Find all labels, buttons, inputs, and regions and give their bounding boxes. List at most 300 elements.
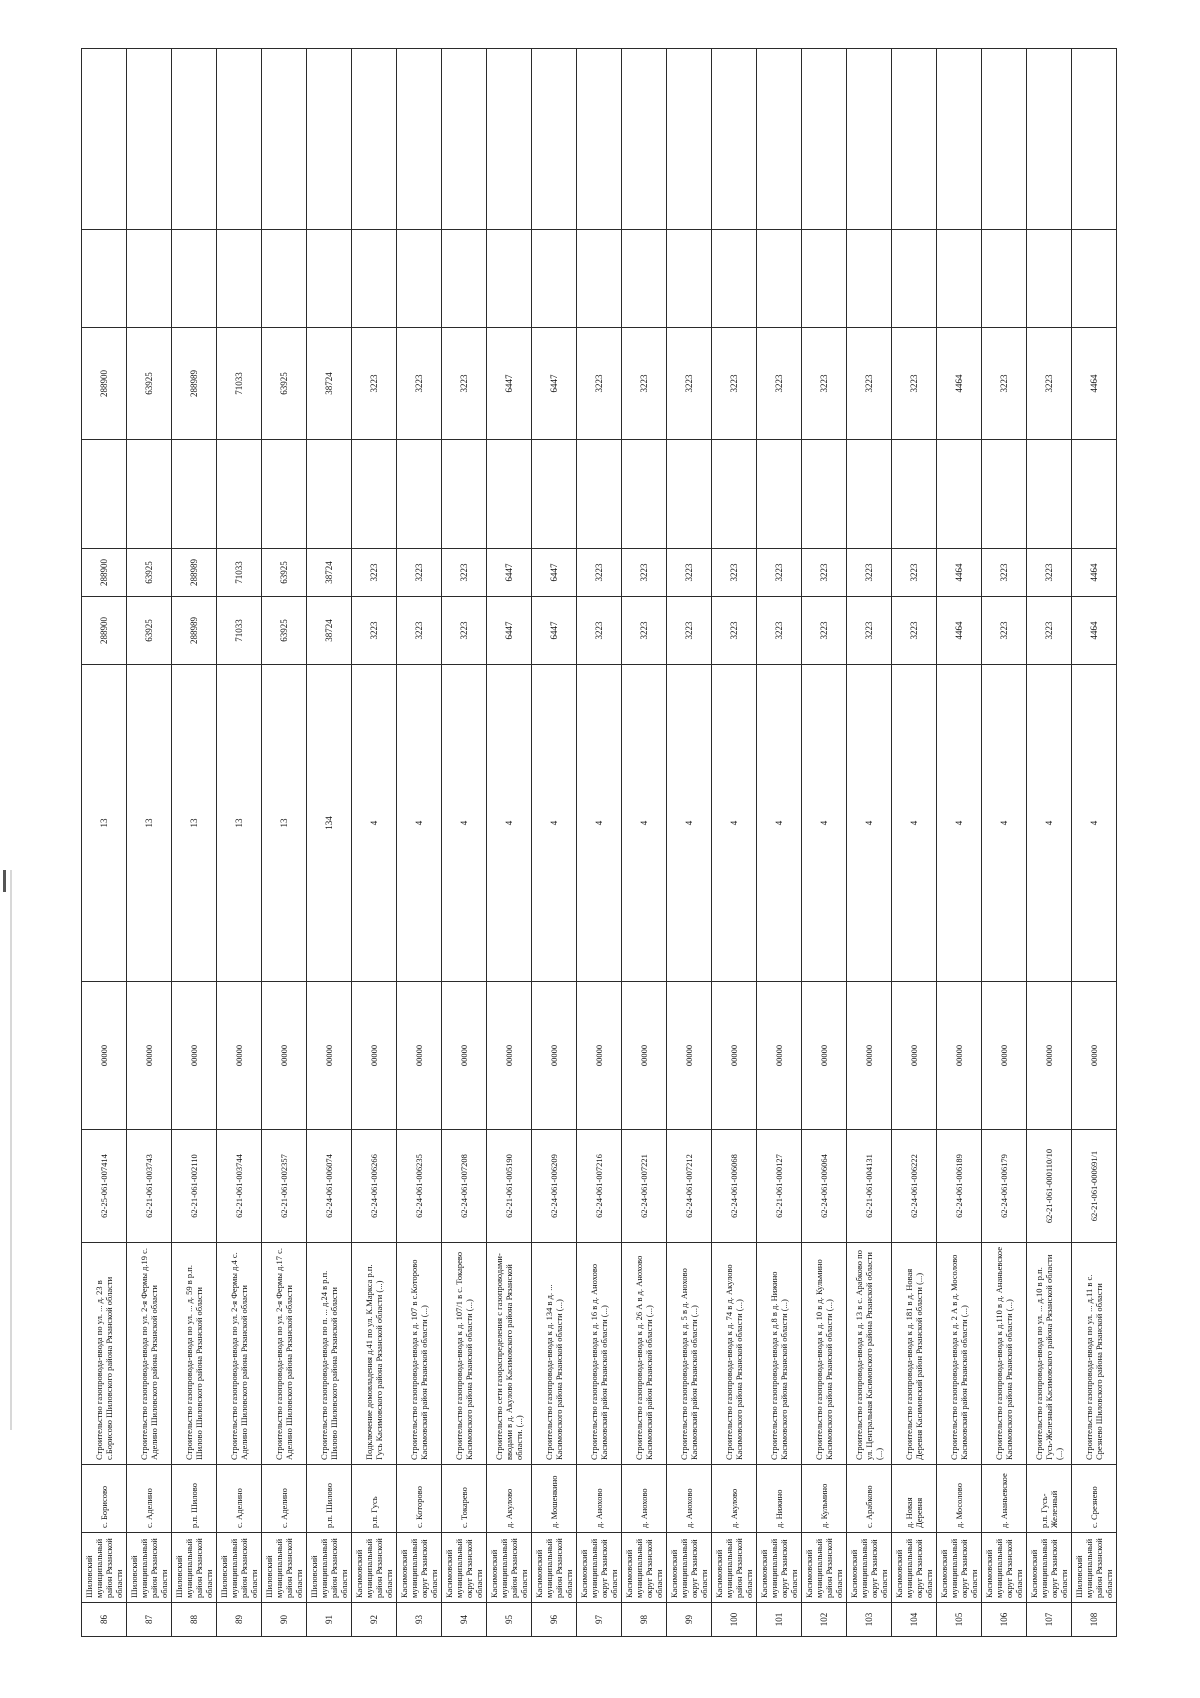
cell-cadastral-number: 62-24-061-007216 [577,1130,622,1243]
cell-value-1: 3223 [847,597,892,665]
cell-cadastral-number: 62-21-061-005190 [487,1130,532,1243]
cell-empty-1 [667,230,712,328]
cell-empty-1 [622,230,667,328]
cell-value-2: 4464 [1072,549,1117,597]
cell-number: 104 [892,1603,937,1637]
cell-object-description: Строительство газопровода-ввода по п. ... д.24 в р.п. Шилово Шиловского района Рязанской области [307,1243,352,1465]
cell-code: 00000 [802,982,847,1130]
table-row [1072,49,1117,1637]
cell-cadastral-number: 62-21-061-000110/10 [1027,1130,1072,1243]
cell-value-1: 3223 [442,597,487,665]
cell-value-2: 63925 [262,549,307,597]
cell-empty-2 [892,49,937,230]
table-row [217,49,262,1637]
cell-empty-1 [1072,230,1117,328]
cell-object-description: Строительство газопровода-ввода по ул. 2-я Фермы д.4 с. Аделино Шиловского района Рязанской области [217,1243,262,1465]
cell-settlement: д. Мошенкино [532,1465,577,1533]
cell-empty-1 [352,230,397,328]
cell-value-1: 3223 [802,597,847,665]
cell-value-1: 3223 [397,597,442,665]
cell-settlement: р.п. Шилово [307,1465,352,1533]
cell-code: 00000 [442,982,487,1130]
cell-value-4: 38724 [307,328,352,440]
cell-settlement: д. Анохово [667,1465,712,1533]
cell-value-4: 288989 [172,328,217,440]
cell-settlement: с. Токарево [442,1465,487,1533]
cell-object-description: Строительство газопровода-ввода по ул. ... д.11 в с. Срезнево Шиловского района Рязанской области [1072,1243,1117,1465]
cell-cadastral-number: 62-24-061-007221 [622,1130,667,1243]
cell-value-1: 4464 [1072,597,1117,665]
cell-empty-2 [397,49,442,230]
cell-cadastral-number: 62-21-061-000127 [757,1130,802,1243]
cell-value-2: 3223 [847,549,892,597]
rotated-table-wrapper [81,49,1114,1637]
cell-value-3 [847,440,892,549]
cell-district: Касимовский муниципальный округ Рязанской области [442,1533,487,1603]
cell-settlement: р.п. Шилово [172,1465,217,1533]
cell-empty-2 [217,49,262,230]
cell-district: Шиловский муниципальный район Рязанской области [217,1533,262,1603]
cell-value-4: 3223 [982,328,1027,440]
cell-number: 105 [937,1603,982,1637]
cell-object-description: Строительство газопровода-ввода по ул. ... д.10 в р.п. Гусь-Железный Касимовского района Рязанской области (...) [1027,1243,1072,1465]
cell-number: 87 [127,1603,172,1637]
cell-value-4: 3223 [397,328,442,440]
cell-object-description: Строительство газопровода-ввода к д. 107 в с.Которово Касимовский район Рязанской области (...) [397,1243,442,1465]
cell-count: 4 [487,665,532,982]
cell-district: Касимовский муниципальный район Рязанской области [352,1533,397,1603]
cell-value-3 [217,440,262,549]
cell-object-description: Строительство газопровода-ввода по ул. 2-я Фермы д.17 с. Аделино Шиловского района Рязанской области [262,1243,307,1465]
cell-object-description: Строительство газопровода-ввода по ул. ... д. 23 в с.Борисово Шиловского района Рязанской области [82,1243,127,1465]
cell-value-1: 63925 [262,597,307,665]
cell-district: Касимовский муниципальный округ Рязанской области [1027,1533,1072,1603]
cell-object-description: Строительство газопровода-ввода к д.8 в д. Нижино Касимовского района Рязанской области (...) [757,1243,802,1465]
cell-object-description: Строительство газопровода-ввода по ул. ... д. 59 в р.п. Шилово Шиловского района Рязанской области [172,1243,217,1465]
cell-value-4: 3223 [802,328,847,440]
cell-empty-1 [577,230,622,328]
cell-code: 00000 [757,982,802,1130]
cell-count: 4 [712,665,757,982]
cell-cadastral-number: 62-24-061-006179 [982,1130,1027,1243]
cell-empty-2 [937,49,982,230]
cell-district: Касимовский муниципальный округ Рязанской области [667,1533,712,1603]
cell-value-4: 3223 [667,328,712,440]
cell-district: Касимовский муниципальный округ Рязанской области [847,1533,892,1603]
cell-value-2: 3223 [352,549,397,597]
cell-number: 88 [172,1603,217,1637]
scan-edge-shadow [10,870,12,1430]
cell-value-1: 63925 [127,597,172,665]
cell-count: 13 [127,665,172,982]
cell-cadastral-number: 62-24-061-006235 [397,1130,442,1243]
table-row [1027,49,1072,1637]
cell-number: 93 [397,1603,442,1637]
cell-empty-1 [127,230,172,328]
cell-count: 13 [82,665,127,982]
cell-value-4: 3223 [757,328,802,440]
cell-empty-1 [847,230,892,328]
cell-value-4: 6447 [532,328,577,440]
cell-code: 00000 [982,982,1027,1130]
cell-district: Касимовский муниципальный округ Рязанской области [757,1533,802,1603]
gas-connection-register-table [81,48,1117,1637]
cell-value-3 [307,440,352,549]
scan-edge-mark [3,870,6,892]
cell-count: 4 [577,665,622,982]
cell-value-2: 3223 [622,549,667,597]
cell-count: 4 [982,665,1027,982]
cell-count: 4 [1072,665,1117,982]
cell-value-1: 3223 [352,597,397,665]
cell-value-3 [172,440,217,549]
cell-empty-1 [487,230,532,328]
cell-count: 4 [802,665,847,982]
cell-district: Касимовский муниципальный район Рязанской области [802,1533,847,1603]
cell-cadastral-number: 62-24-061-006222 [892,1130,937,1243]
cell-count: 134 [307,665,352,982]
table-row [802,49,847,1637]
cell-value-4: 288900 [82,328,127,440]
cell-cadastral-number: 62-21-061-002110 [172,1130,217,1243]
cell-cadastral-number: 62-25-061-007414 [82,1130,127,1243]
cell-value-2: 3223 [442,549,487,597]
cell-district: Шиловский муниципальный район Рязанской области [307,1533,352,1603]
cell-object-description: Строительство газопровода-ввода к д. 2 А в д. Мосолово Касимовский район Рязанской области (...) [937,1243,982,1465]
cell-value-3 [757,440,802,549]
cell-value-4: 63925 [127,328,172,440]
cell-count: 13 [262,665,307,982]
cell-empty-2 [757,49,802,230]
cell-value-2: 6447 [532,549,577,597]
cell-value-1: 6447 [487,597,532,665]
cell-value-2: 288989 [172,549,217,597]
cell-value-3 [802,440,847,549]
cell-empty-1 [802,230,847,328]
cell-count: 13 [217,665,262,982]
cell-object-description: Строительство газопровода-ввода к д. 107/1 в с. Токарево Касимовского района Рязанской области (...) [442,1243,487,1465]
cell-value-4: 4464 [1072,328,1117,440]
cell-empty-1 [172,230,217,328]
cell-code: 00000 [307,982,352,1130]
cell-value-3 [577,440,622,549]
cell-object-description: Строительство газопровода-ввода к д. 26 А в д. Анохово Касимовский район Рязанской области (...) [622,1243,667,1465]
cell-value-4: 3223 [622,328,667,440]
cell-value-2: 63925 [127,549,172,597]
table-row [397,49,442,1637]
cell-value-2: 288900 [82,549,127,597]
cell-empty-2 [577,49,622,230]
cell-empty-1 [1027,230,1072,328]
cell-value-1: 3223 [712,597,757,665]
cell-district: Касимовский муниципальный округ Рязанской области [892,1533,937,1603]
cell-value-2: 3223 [712,549,757,597]
cell-settlement: с. Срезнево [1072,1465,1117,1533]
cell-empty-2 [127,49,172,230]
cell-district: Шиловский муниципальный район Рязанской области [262,1533,307,1603]
cell-cadastral-number: 62-24-061-007212 [667,1130,712,1243]
cell-empty-2 [622,49,667,230]
cell-settlement: с. Аделино [217,1465,262,1533]
cell-code: 00000 [127,982,172,1130]
cell-number: 95 [487,1603,532,1637]
cell-cadastral-number: 62-24-061-006064 [802,1130,847,1243]
cell-count: 4 [847,665,892,982]
table-row [532,49,577,1637]
cell-count: 4 [352,665,397,982]
cell-district: Касимовский муниципальный округ Рязанской области [982,1533,1027,1603]
cell-value-1: 6447 [532,597,577,665]
table-row [892,49,937,1637]
cell-empty-1 [937,230,982,328]
table-body [82,49,1117,1637]
cell-value-2: 3223 [397,549,442,597]
cell-value-4: 3223 [352,328,397,440]
cell-object-description: Строительство газопровода-ввода к д. 5 в д. Анохово Касимовский район Рязанской области (...) [667,1243,712,1465]
cell-code: 00000 [172,982,217,1130]
cell-district: Шиловский муниципальный район Рязанской области [172,1533,217,1603]
cell-value-3 [442,440,487,549]
cell-value-2: 3223 [757,549,802,597]
cell-cadastral-number: 62-21-061-004131 [847,1130,892,1243]
table-row [127,49,172,1637]
cell-cadastral-number: 62-24-061-006189 [937,1130,982,1243]
cell-count: 4 [1027,665,1072,982]
cell-value-4: 3223 [442,328,487,440]
cell-object-description: Подключение домовладения д.41 по ул. К.Маркса р.п. Гусь Касимовского района Рязанской области (...) [352,1243,397,1465]
cell-cadastral-number: 62-21-061-000691/1 [1072,1130,1117,1243]
cell-number: 99 [667,1603,712,1637]
cell-code: 00000 [937,982,982,1130]
cell-value-3 [82,440,127,549]
cell-number: 97 [577,1603,622,1637]
table-row [757,49,802,1637]
cell-value-2: 6447 [487,549,532,597]
cell-settlement: д. Ананьевское [982,1465,1027,1533]
cell-cadastral-number: 62-21-061-003744 [217,1130,262,1243]
cell-count: 4 [397,665,442,982]
cell-district: Касимовский муниципальный район Рязанской области [532,1533,577,1603]
cell-value-3 [1072,440,1117,549]
cell-code: 00000 [892,982,937,1130]
cell-number: 98 [622,1603,667,1637]
cell-cadastral-number: 62-24-061-006266 [352,1130,397,1243]
cell-empty-2 [172,49,217,230]
cell-code: 00000 [577,982,622,1130]
table-row [937,49,982,1637]
cell-settlement: д. Анохово [622,1465,667,1533]
cell-value-1: 288989 [172,597,217,665]
cell-cadastral-number: 62-24-061-006068 [712,1130,757,1243]
cell-code: 00000 [262,982,307,1130]
cell-number: 102 [802,1603,847,1637]
cell-object-description: Строительство газопровода-ввода к д. 16 в д. Анохово Касимовский район Рязанской области (...) [577,1243,622,1465]
cell-value-3 [127,440,172,549]
table-row [622,49,667,1637]
cell-value-3 [892,440,937,549]
cell-district: Касимовский муниципальный округ Рязанской области [937,1533,982,1603]
cell-number: 92 [352,1603,397,1637]
cell-settlement: д. Кульмино [802,1465,847,1533]
cell-count: 4 [442,665,487,982]
cell-count: 4 [757,665,802,982]
cell-cadastral-number: 62-21-061-002357 [262,1130,307,1243]
cell-number: 90 [262,1603,307,1637]
cell-value-1: 3223 [892,597,937,665]
table-row [667,49,712,1637]
cell-code: 00000 [712,982,757,1130]
cell-number: 96 [532,1603,577,1637]
cell-empty-1 [262,230,307,328]
cell-empty-2 [82,49,127,230]
cell-district: Касимовский муниципальный район Рязанской области [487,1533,532,1603]
cell-value-3 [397,440,442,549]
cell-object-description: Строительство сети газораспределения с газопроводами-вводами в д. Акулово Касимовского района Рязанской области. (...) [487,1243,532,1465]
cell-number: 108 [1072,1603,1117,1637]
cell-empty-1 [982,230,1027,328]
cell-settlement: с. Аделино [262,1465,307,1533]
cell-code: 00000 [217,982,262,1130]
cell-settlement: д. Акулово [712,1465,757,1533]
cell-empty-2 [847,49,892,230]
cell-settlement: д. Мосолово [937,1465,982,1533]
cell-settlement: р.п. Гусь-Железный [1027,1465,1072,1533]
cell-code: 00000 [397,982,442,1130]
cell-value-2: 3223 [802,549,847,597]
cell-settlement: р.п. Гусь [352,1465,397,1533]
cell-empty-1 [397,230,442,328]
cell-object-description: Строительство газопровода-ввода к д.110 в д. Ананьевское Касимовского района Рязанской области (...) [982,1243,1027,1465]
cell-value-4: 3223 [1027,328,1072,440]
cell-value-3 [937,440,982,549]
cell-empty-2 [1072,49,1117,230]
cell-empty-1 [307,230,352,328]
cell-empty-1 [442,230,487,328]
cell-empty-1 [757,230,802,328]
cell-number: 107 [1027,1603,1072,1637]
cell-empty-2 [667,49,712,230]
cell-settlement: с. Которово [397,1465,442,1533]
cell-empty-2 [532,49,577,230]
cell-value-4: 63925 [262,328,307,440]
cell-object-description: Строительство газопровода-ввода к д. 13 в с. Арабково по ул. Центральная Касимовского района Рязанской области (...) [847,1243,892,1465]
cell-value-2: 3223 [982,549,1027,597]
cell-value-1: 3223 [757,597,802,665]
cell-cadastral-number: 62-21-061-003743 [127,1130,172,1243]
table-row [352,49,397,1637]
cell-value-4: 6447 [487,328,532,440]
table-row [262,49,307,1637]
cell-empty-2 [982,49,1027,230]
cell-value-1: 288900 [82,597,127,665]
cell-number: 103 [847,1603,892,1637]
cell-code: 00000 [622,982,667,1130]
table-row [442,49,487,1637]
cell-value-2: 3223 [667,549,712,597]
cell-cadastral-number: 62-24-061-006074 [307,1130,352,1243]
cell-count: 4 [622,665,667,982]
cell-empty-1 [532,230,577,328]
cell-value-4: 3223 [577,328,622,440]
cell-value-1: 3223 [982,597,1027,665]
cell-empty-2 [1027,49,1072,230]
cell-district: Шиловский муниципальный район Рязанской области [1072,1533,1117,1603]
cell-code: 00000 [82,982,127,1130]
cell-district: Касимовский муниципальный округ Рязанской области [622,1533,667,1603]
cell-value-3 [1027,440,1072,549]
cell-value-3 [262,440,307,549]
cell-code: 00000 [667,982,712,1130]
cell-settlement: д. Анохово [577,1465,622,1533]
cell-empty-2 [262,49,307,230]
cell-value-3 [532,440,577,549]
cell-value-1: 3223 [622,597,667,665]
cell-value-3 [487,440,532,549]
cell-value-2: 4464 [937,549,982,597]
cell-value-1: 3223 [667,597,712,665]
cell-count: 4 [937,665,982,982]
cell-empty-2 [442,49,487,230]
table-row [172,49,217,1637]
cell-value-4: 3223 [847,328,892,440]
cell-code: 00000 [1027,982,1072,1130]
table-row [577,49,622,1637]
cell-value-2: 3223 [892,549,937,597]
cell-number: 106 [982,1603,1027,1637]
cell-value-2: 71033 [217,549,262,597]
cell-value-4: 71033 [217,328,262,440]
table-row [82,49,127,1637]
cell-empty-1 [892,230,937,328]
cell-empty-2 [352,49,397,230]
cell-district: Шиловский муниципальный район Рязанской области [127,1533,172,1603]
table-row [847,49,892,1637]
cell-district: Касимовский муниципальный округ Рязанской области [577,1533,622,1603]
table-row [982,49,1027,1637]
cell-value-1: 3223 [1027,597,1072,665]
cell-value-1: 71033 [217,597,262,665]
cell-code: 00000 [847,982,892,1130]
cell-empty-1 [82,230,127,328]
cell-settlement: д. Акулово [487,1465,532,1533]
cell-count: 13 [172,665,217,982]
cell-value-4: 4464 [937,328,982,440]
cell-empty-1 [217,230,262,328]
cell-number: 89 [217,1603,262,1637]
cell-empty-1 [712,230,757,328]
cell-value-3 [712,440,757,549]
cell-code: 00000 [1072,982,1117,1130]
cell-code: 00000 [532,982,577,1130]
cell-cadastral-number: 62-24-061-006209 [532,1130,577,1243]
cell-number: 86 [82,1603,127,1637]
cell-value-3 [982,440,1027,549]
cell-count: 4 [892,665,937,982]
cell-district: Касимовский муниципальный округ Рязанской области [397,1533,442,1603]
cell-district: Касимовский муниципальный район Рязанской области [712,1533,757,1603]
table-row [487,49,532,1637]
cell-object-description: Строительство газопровода-ввода к д. 74 в д. Акулово Касимовского района Рязанской области (...) [712,1243,757,1465]
cell-settlement: с. Аделино [127,1465,172,1533]
cell-number: 100 [712,1603,757,1637]
cell-district: Шиловский муниципальный район Рязанской области [82,1533,127,1603]
cell-value-4: 3223 [892,328,937,440]
cell-empty-2 [802,49,847,230]
cell-number: 91 [307,1603,352,1637]
cell-value-2: 3223 [577,549,622,597]
cell-empty-2 [487,49,532,230]
cell-empty-2 [307,49,352,230]
